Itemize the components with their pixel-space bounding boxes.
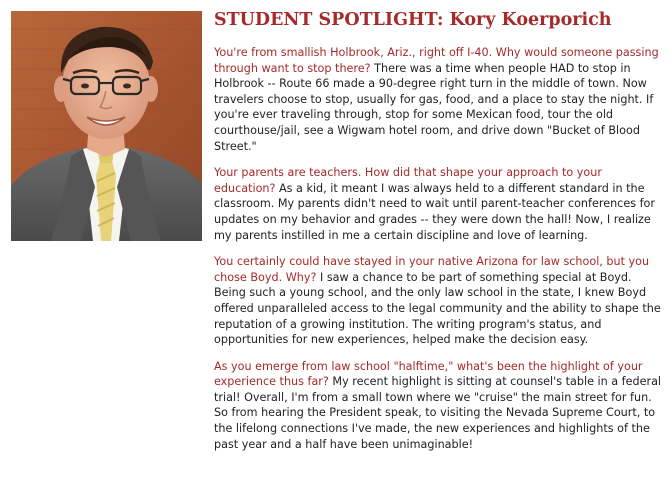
qa-item-parents (214, 165, 664, 243)
article-title: STUDENT SPOTLIGHT: Kory Koerporich (214, 10, 612, 30)
qa-item-hometown (214, 45, 664, 154)
portrait-illustration (11, 11, 202, 241)
qa-question: You certainly could have stayed in your native Arizona for law school, but you chose Boyd. Why? (214, 255, 650, 284)
qa-question: You're from smallish Holbrook, Ariz., right off I-40. Why would someone passing through want to stop there? (214, 46, 659, 75)
portrait-photo (11, 11, 202, 241)
qa-answer: As a kid, it meant I was always held to a different standard in the classroom. My parents didn't need to wait until parent-teacher conferences for updates on my behavior and grades -- they were down the hall! Now, I realize my parents instilled in me a certain discipline and love of learning. (214, 181, 655, 242)
spotlight-article (214, 8, 664, 463)
qa-answer: There was a time when people HAD to stop in Holbrook -- Route 66 made a 90-degree right turn in the middle of town. Now travelers choose to stop, usually for gas, food, and a place to stay the night. If you're ever traveling through, stop for some Mexican food, tour the old courthouse/jail, see a Wigwam hotel room, and drive down "Bucket of Blood Street." (214, 61, 654, 153)
qa-question: As you emerge from law school "halftime," what's been the highlight of your experience thus far? (214, 359, 643, 389)
qa-item-highlight (214, 359, 664, 453)
qa-item-why-boyd (214, 254, 664, 348)
qa-answer: My recent highlight is sitting at counsel's table in a federal trial! Overall, I'm from a small town where we "cruise" the main street for fun. So from hearing the President speak, to visiting the Nevada Supreme Court, to the lifelong connections I've made, the new experiences and highlights of the past year and a half have been unimaginable! (214, 375, 662, 451)
qa-answer: I saw a chance to be part of something special at Boyd. Being such a young school, and the only law school in the state, I knew Boyd offered unparalleled access to the legal community and the ability to shape the reputation of a growing institution. The writing program's status, and opportunities for new experiences, helped make the decision easy. (214, 270, 661, 347)
qa-question: Your parents are teachers. How did that shape your approach to your education? (214, 166, 602, 195)
